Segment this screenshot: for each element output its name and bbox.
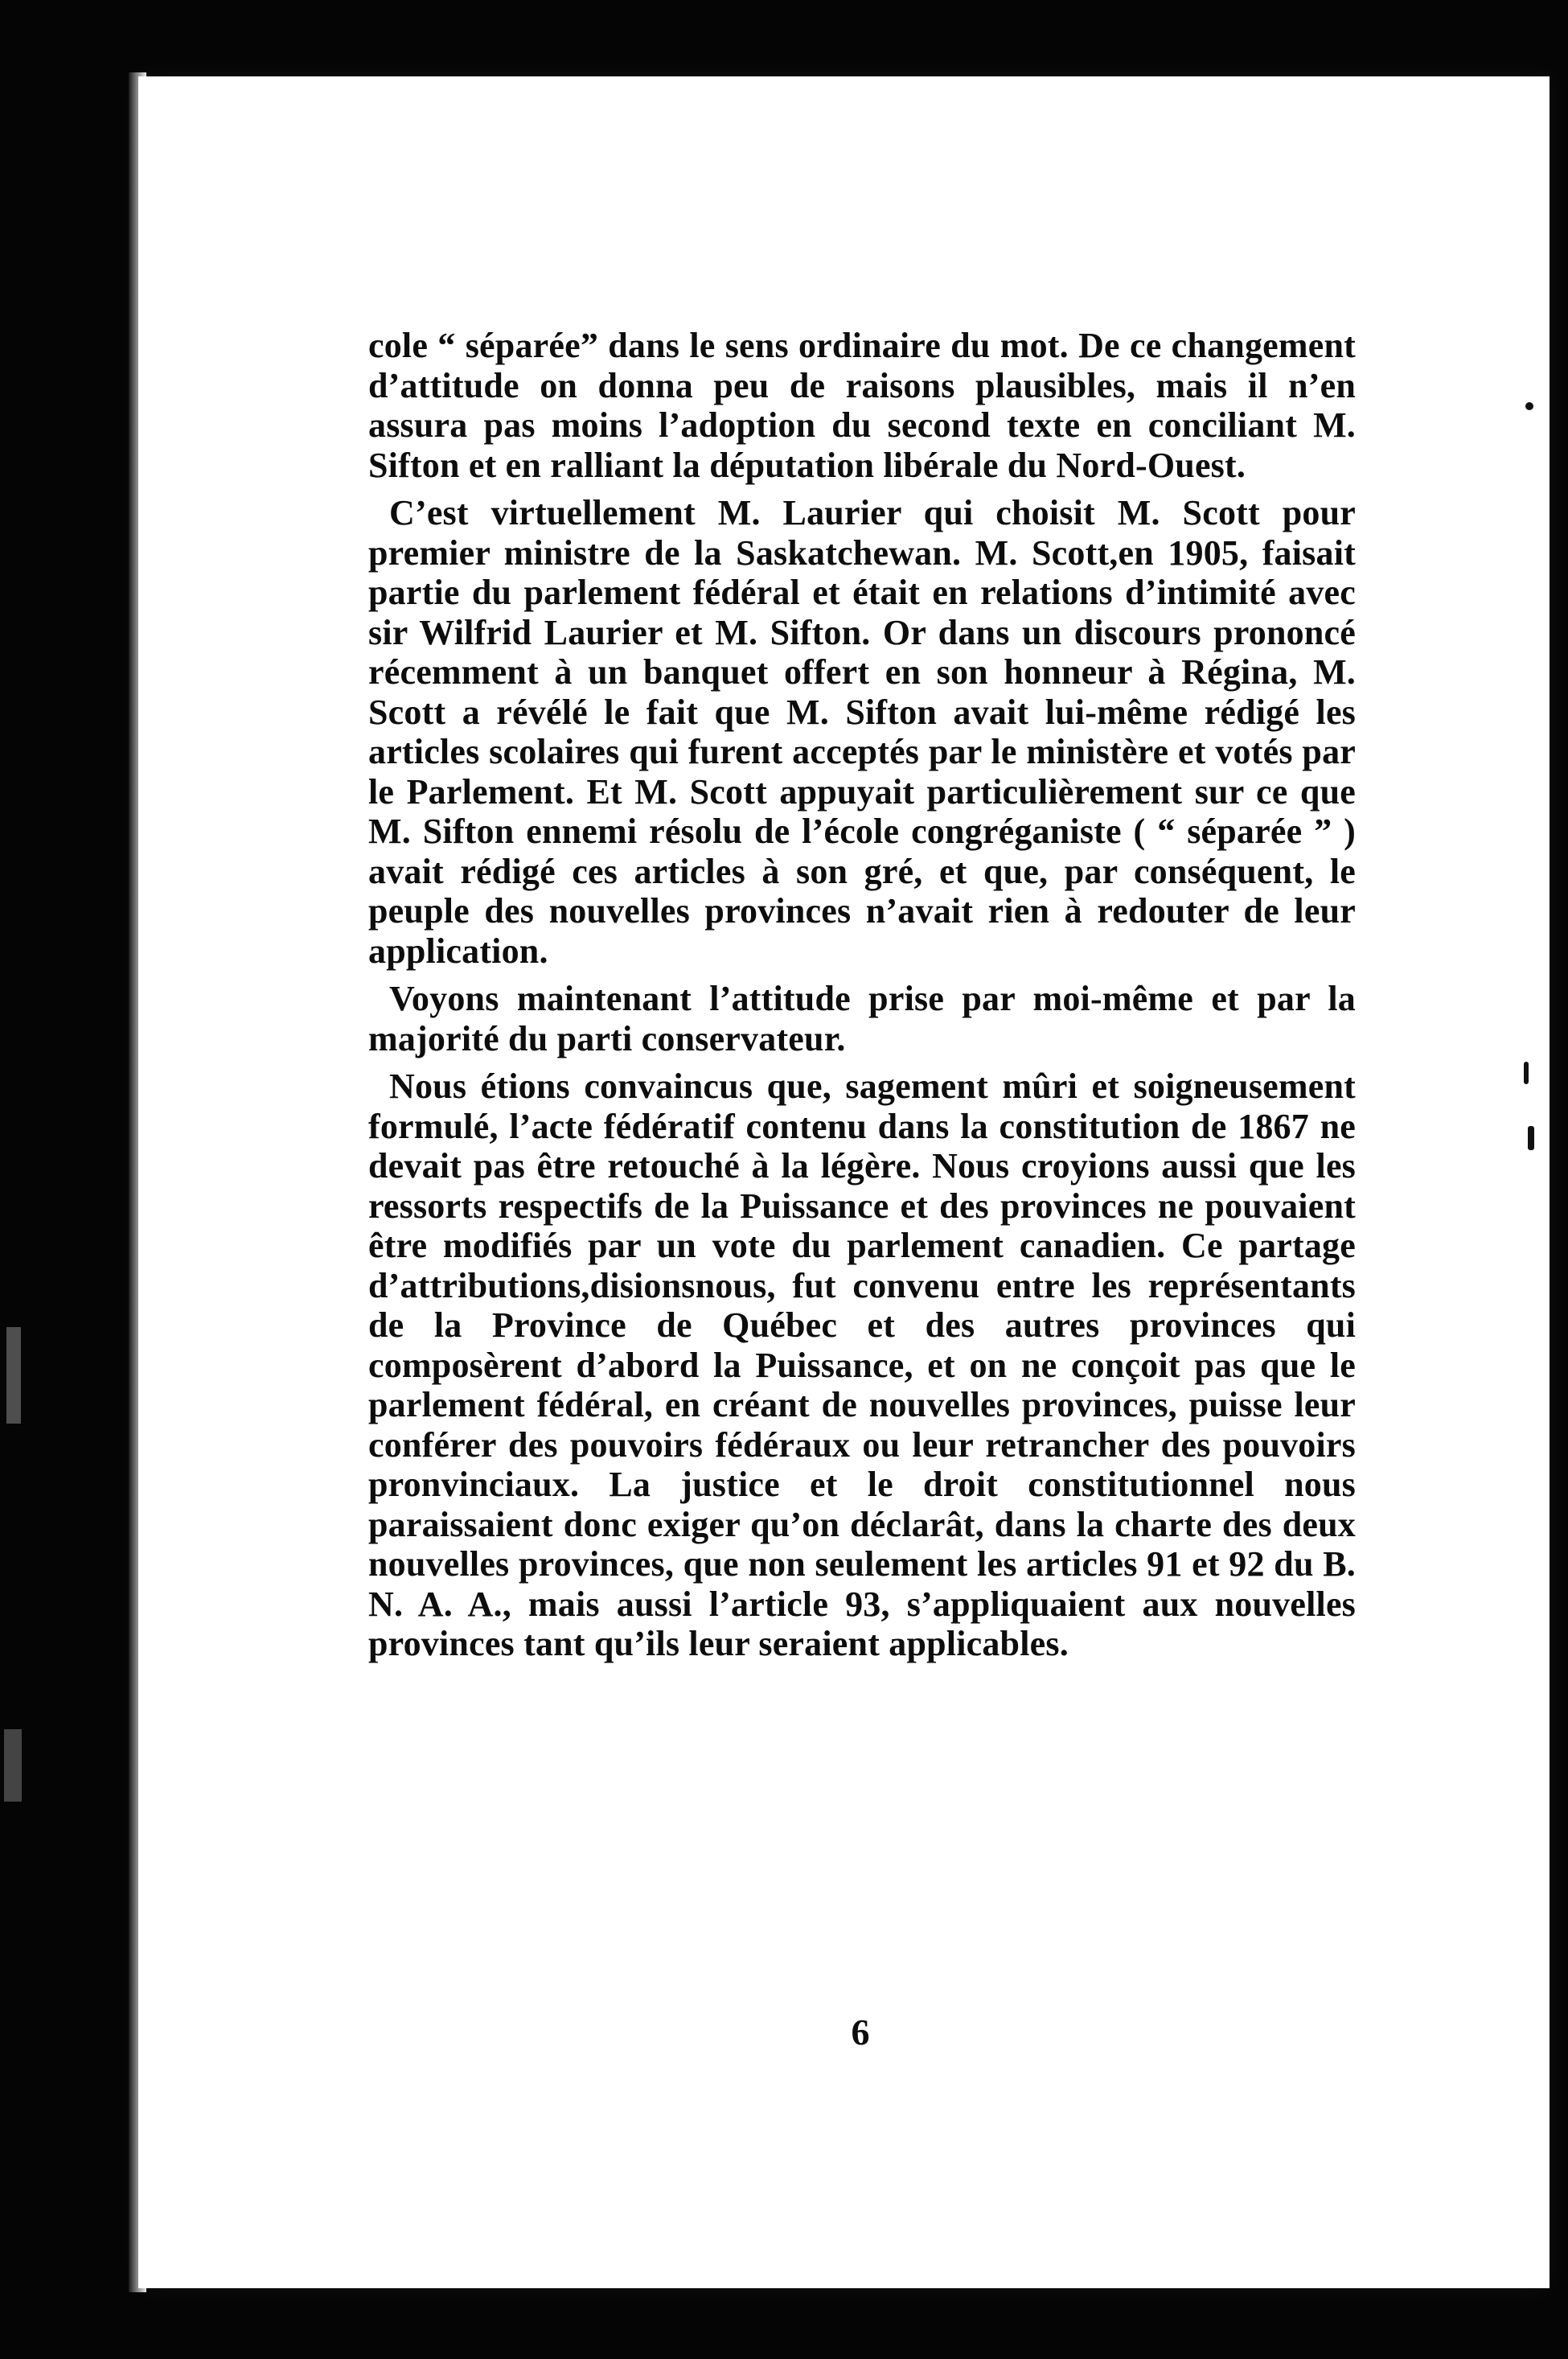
body-text (368, 326, 1356, 1664)
scan-speck (1524, 1062, 1529, 1084)
scan-streak (6, 1327, 21, 1424)
paragraph-3: Voyons maintenant l’attitude prise par moi-même et par la majorité du parti conservateur. (368, 979, 1356, 1058)
page-number: 6 (851, 2012, 870, 2053)
paragraph-4: Nous étions convaincus que, sagement mûri et soigneusement formulé, l’acte fédératif contenu dans la constitution de 1867 ne devait pas être retouché à la légère. Nous croyions aussi que les ressorts respectifs de la Puissance et des provinces ne pouvaient être modifiés par un vote du parlement canadien. Ce partage d’attributions,disionsnous, fut convenu entre les représentants de la Province de Québec et des autres provinces qui composèrent d’abord la Puissance, et on ne conçoit pas que le parlement fédéral, en créant de nouvelles provinces, puisse leur conférer des pouvoirs fédéraux ou leur retrancher des pouvoirs pronvinciaux. La justice et le droit constitutionnel nous paraissaient donc exiger qu’on déclarât, dans la charte des deux nouvelles provinces, que non seulement les articles 91 et 92 du B. N. A. A., mais aussi l’article 93, s’appliquaient aux nouvelles provinces tant qu’ils leur seraient applicables. (368, 1066, 1356, 1663)
scan-speck (1528, 1126, 1534, 1150)
scan-streak (4, 1729, 22, 1802)
scan-speck (1525, 402, 1533, 410)
paragraph-2: C’est virtuellement M. Laurier qui choisit M. Scott pour premier ministre de la Saskatchewan. M. Scott,en 1905, faisait partie du parlement fédéral et était en relations d’intimité avec sir Wilfrid Laurier et M. Sifton. Or dans un discours prononcé récemment à un banquet offert en son honneur à Régina, M. Scott a révélé le fait que M. Sifton avait lui-même rédigé les articles scolaires qui furent acceptés par le ministère et votés par le Parlement. Et M. Scott appuyait particulièrement sur ce que M. Sifton ennemi résolu de l’école congréganiste ( “ séparée ” ) avait rédigé ces articles à son gré, et que, par conséquent, le peuple des nouvelles provinces n’avait rien à redouter de leur application. (368, 493, 1356, 971)
paragraph-1: cole “ séparée” dans le sens ordinaire du mot. De ce changement d’attitude on donna peu de raisons plausibles, mais il n’en assura pas moins l’adoption du second texte en conciliant M. Sifton et en ralliant la députation libérale du Nord-Ouest. (368, 326, 1356, 485)
